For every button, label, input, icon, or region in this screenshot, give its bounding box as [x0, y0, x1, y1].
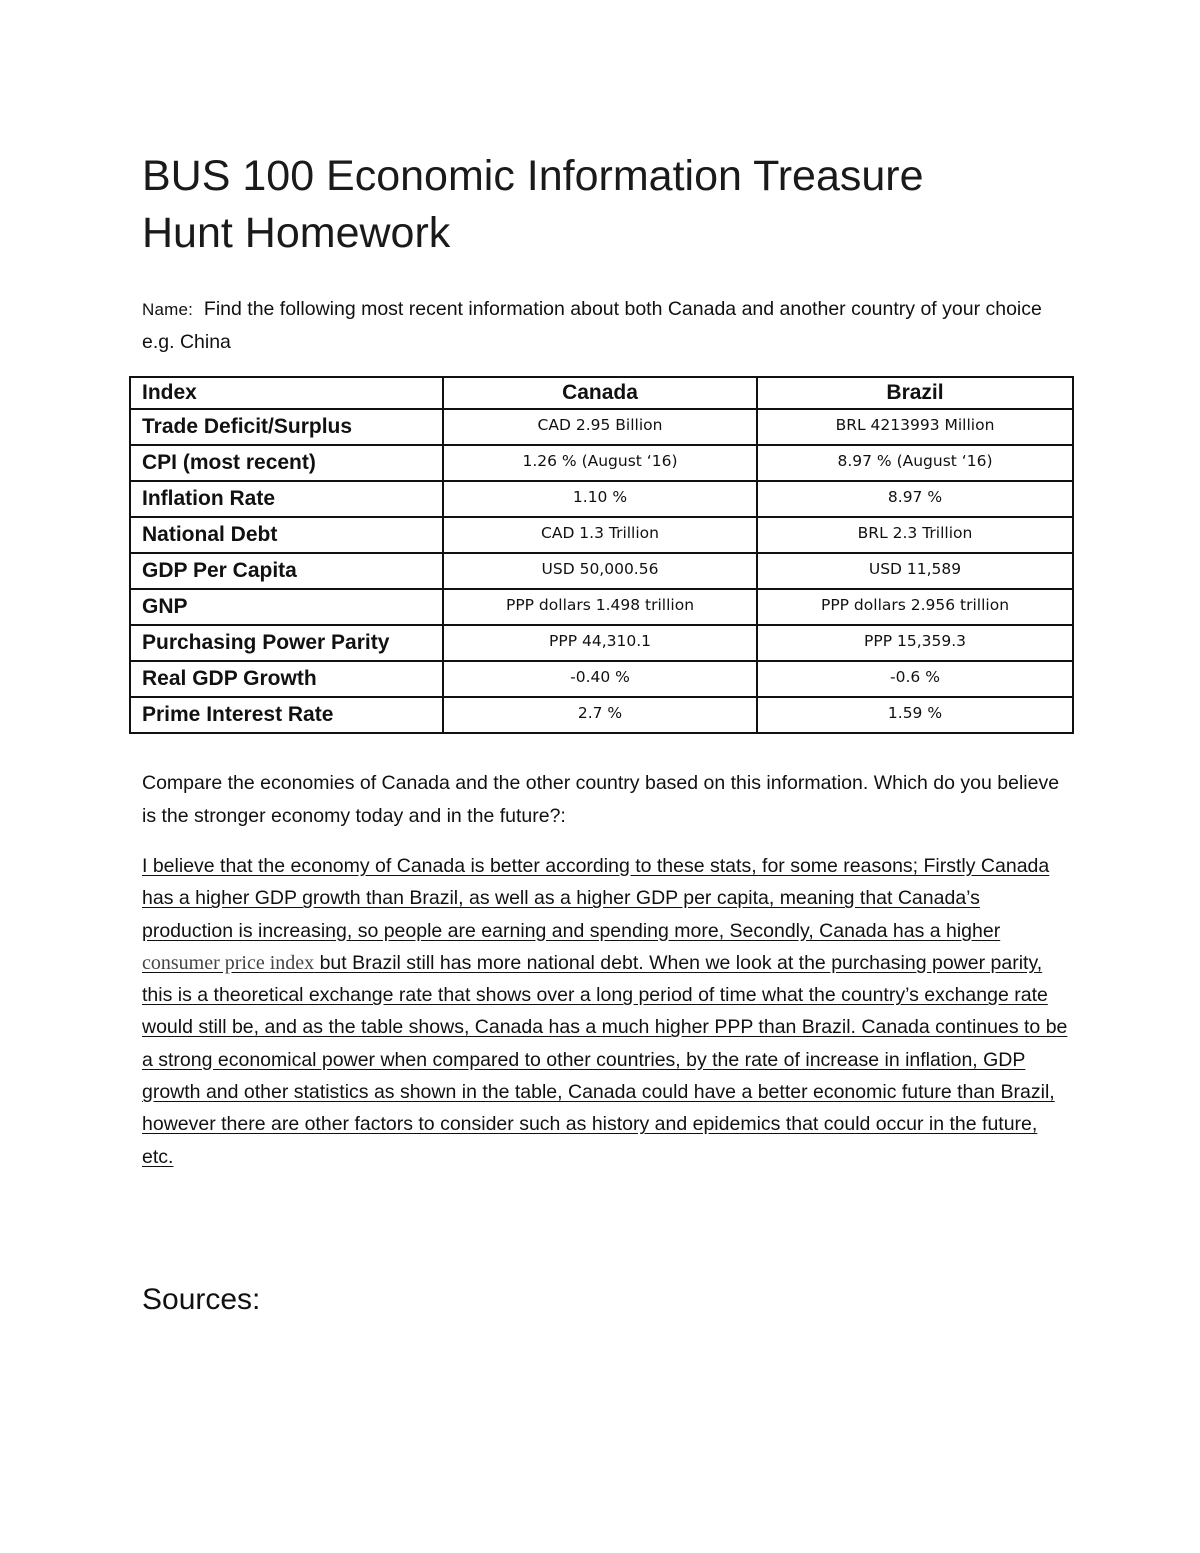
- header-canada: Canada: [443, 377, 757, 409]
- sources-heading: Sources:: [142, 1283, 261, 1316]
- brazil-value: PPP 15,359.3: [757, 625, 1073, 661]
- table-row: [130, 661, 1073, 697]
- canada-value: PPP 44,310.1: [443, 625, 757, 661]
- row-label: CPI (most recent): [130, 445, 443, 481]
- row-label: Prime Interest Rate: [130, 697, 443, 733]
- canada-value: -0.40 %: [443, 661, 757, 697]
- name-instructions: [142, 293, 1062, 359]
- answer-text-part-1: I believe that the economy of Canada is better according to these stats, for some reasons; Firstly Canada has a higher GDP growth than Brazil, as well as a higher GDP per capita, meaning that Canada’s production is increasing, so people are earning and spending more, Secondly, Canada has a higher: [142, 855, 1050, 942]
- header-brazil: Brazil: [757, 377, 1073, 409]
- row-label: National Debt: [130, 517, 443, 553]
- table-row: [130, 481, 1073, 517]
- economic-data-table: [129, 376, 1074, 734]
- canada-value: 2.7 %: [443, 697, 757, 733]
- comparison-question: Compare the economies of Canada and the other country based on this information. Which do you believe is the stronger economy today and in the future?:: [142, 772, 1060, 827]
- answer-text-part-2: but Brazil still has more national debt. When we look at the purchasing power parity, this is a theoretical exchange rate that shows over a long period of time what the country’s exchange rate would still be, and as the table shows, Canada has a much higher PPP than Brazil. Canada continues to be a strong economical power when compared to other countries, by the rate of increase in inflation, GDP growth and other statistics as shown in the table, Canada could have a better economic future than Brazil, however there are other factors to consider such as history and epidemics that could occur in the future, etc.: [142, 951, 1068, 1168]
- table-row: [130, 589, 1073, 625]
- document-title: [142, 148, 1042, 262]
- canada-value: CAD 2.95 Billion: [443, 409, 757, 445]
- answer-highlight: consumer price index: [142, 951, 315, 974]
- table-row: [130, 625, 1073, 661]
- table-header-row: [130, 377, 1073, 409]
- brazil-value: USD 11,589: [757, 553, 1073, 589]
- canada-value: PPP dollars 1.498 trillion: [443, 589, 757, 625]
- table-row: [130, 409, 1073, 445]
- canada-value: 1.10 %: [443, 481, 757, 517]
- brazil-value: 8.97 % (August ‘16): [757, 445, 1073, 481]
- table-row: [130, 553, 1073, 589]
- row-label: Inflation Rate: [130, 481, 443, 517]
- canada-value: USD 50,000.56: [443, 553, 757, 589]
- brazil-value: 8.97 %: [757, 481, 1073, 517]
- table-row: [130, 697, 1073, 733]
- canada-value: 1.26 % (August ‘16): [443, 445, 757, 481]
- table-row: [130, 517, 1073, 553]
- brazil-value: 1.59 %: [757, 697, 1073, 733]
- header-index: Index: [130, 377, 443, 409]
- title-line-1: BUS 100 Economic Information Treasure: [142, 152, 924, 200]
- row-label: GDP Per Capita: [130, 553, 443, 589]
- canada-value: CAD 1.3 Trillion: [443, 517, 757, 553]
- instructions-text: Find the following most recent information about both Canada and another country of your choice e.g. China: [142, 298, 1042, 353]
- brazil-value: PPP dollars 2.956 trillion: [757, 589, 1073, 625]
- row-label: Trade Deficit/Surplus: [130, 409, 443, 445]
- table-row: [130, 445, 1073, 481]
- answer-paragraph: [142, 850, 1072, 1173]
- name-label: Name:: [142, 300, 194, 319]
- brazil-value: BRL 4213993 Million: [757, 409, 1073, 445]
- title-line-2: Hunt Homework: [142, 209, 451, 257]
- row-label: Purchasing Power Parity: [130, 625, 443, 661]
- brazil-value: BRL 2.3 Trillion: [757, 517, 1073, 553]
- row-label: Real GDP Growth: [130, 661, 443, 697]
- brazil-value: -0.6 %: [757, 661, 1073, 697]
- row-label: GNP: [130, 589, 443, 625]
